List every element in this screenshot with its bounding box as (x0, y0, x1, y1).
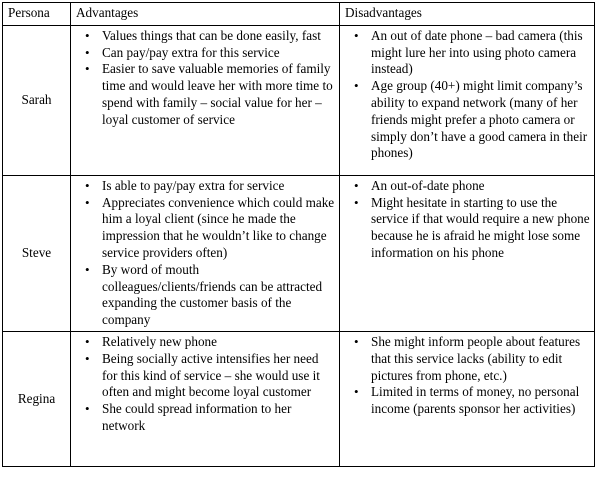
list-item-text: Can pay/pay extra for this service (102, 44, 280, 60)
bullet-icon: • (85, 44, 90, 60)
bullet-icon: • (354, 384, 359, 400)
bullet-icon: • (85, 333, 90, 349)
list-item-text: Might hesitate in starting to use the service if that would require a new phone because he is afraid he might lose some information on his phone (371, 194, 590, 260)
persona-table (2, 2, 595, 467)
disadvantages-list (345, 28, 590, 162)
list-item-text: Age group (40+) might limit company’s ability to expand network (many of her friends might prefer a photo camera or simply don’t have a good camera in their phones) (371, 78, 588, 161)
list-item-text: Appreciates convenience which could make him a loyal client (since he made the impression that he wouldn’t like to change service providers often) (102, 194, 335, 260)
list-item (76, 195, 335, 262)
list-item-text: By word of mouth colleagues/clients/friends can be attracted expanding the customer basis of the company (102, 261, 323, 328)
advantages-cell (71, 25, 340, 175)
list-item-text: She could spread information to her network (102, 401, 292, 433)
bullet-icon: • (85, 194, 90, 210)
advantages-cell (71, 175, 340, 331)
bullet-icon: • (354, 333, 359, 349)
list-item-text: She might inform people about features that this service lacks (ability to edit pictures from phone, etc.) (371, 333, 581, 383)
list-item (76, 45, 335, 62)
table-row (3, 175, 595, 331)
list-item-text: Is able to pay/pay extra for service (102, 177, 285, 193)
header-disadvantages: Disadvantages (340, 3, 595, 26)
list-item-text: Relatively new phone (102, 333, 217, 349)
list-item (76, 262, 335, 329)
persona-name: Regina (3, 331, 71, 466)
bullet-icon: • (85, 27, 90, 43)
list-item (76, 351, 335, 401)
bullet-icon: • (354, 194, 359, 210)
list-item-text: An out of date phone – bad camera (this might lure her into using photo camera instead) (371, 27, 583, 77)
table-row (3, 331, 595, 466)
disadvantages-list (345, 334, 590, 418)
list-item-text: Limited in terms of money, no personal income (parents sponsor her activities) (371, 384, 580, 417)
bullet-icon: • (85, 61, 90, 77)
persona-name: Sarah (3, 25, 71, 175)
disadvantages-cell (340, 25, 595, 175)
bullet-icon: • (85, 401, 90, 417)
list-item (345, 334, 590, 384)
disadvantages-cell (340, 331, 595, 466)
advantages-list (76, 28, 335, 129)
list-item (345, 384, 590, 418)
header-persona: Persona (3, 3, 71, 26)
list-item (345, 195, 590, 262)
list-item (76, 28, 335, 45)
bullet-icon: • (85, 350, 90, 366)
list-item-text: Easier to save valuable memories of family time and would leave her with more time to spend with family – social value for her – loyal customer of service (102, 61, 333, 127)
bullet-icon: • (85, 261, 90, 277)
header-advantages: Advantages (71, 3, 340, 26)
advantages-list (76, 178, 335, 329)
header-row (3, 3, 595, 26)
list-item (76, 61, 335, 128)
bullet-icon: • (85, 177, 90, 193)
list-item-text: Values things that can be done easily, fast (102, 27, 321, 43)
bullet-icon: • (354, 78, 359, 94)
list-item-text: Being socially active intensifies her need for this kind of service – she would use it often and might become loyal customer (102, 350, 320, 400)
table-row (3, 25, 595, 175)
disadvantages-list (345, 178, 590, 262)
list-item (345, 28, 590, 78)
list-item (76, 334, 335, 351)
list-item (76, 401, 335, 435)
list-item (345, 178, 590, 195)
persona-name: Steve (3, 175, 71, 331)
bullet-icon: • (354, 27, 359, 43)
bullet-icon: • (354, 177, 359, 193)
list-item (76, 178, 335, 195)
advantages-cell (71, 331, 340, 466)
list-item (345, 78, 590, 162)
advantages-list (76, 334, 335, 435)
list-item-text: An out-of-date phone (371, 177, 485, 193)
disadvantages-cell (340, 175, 595, 331)
